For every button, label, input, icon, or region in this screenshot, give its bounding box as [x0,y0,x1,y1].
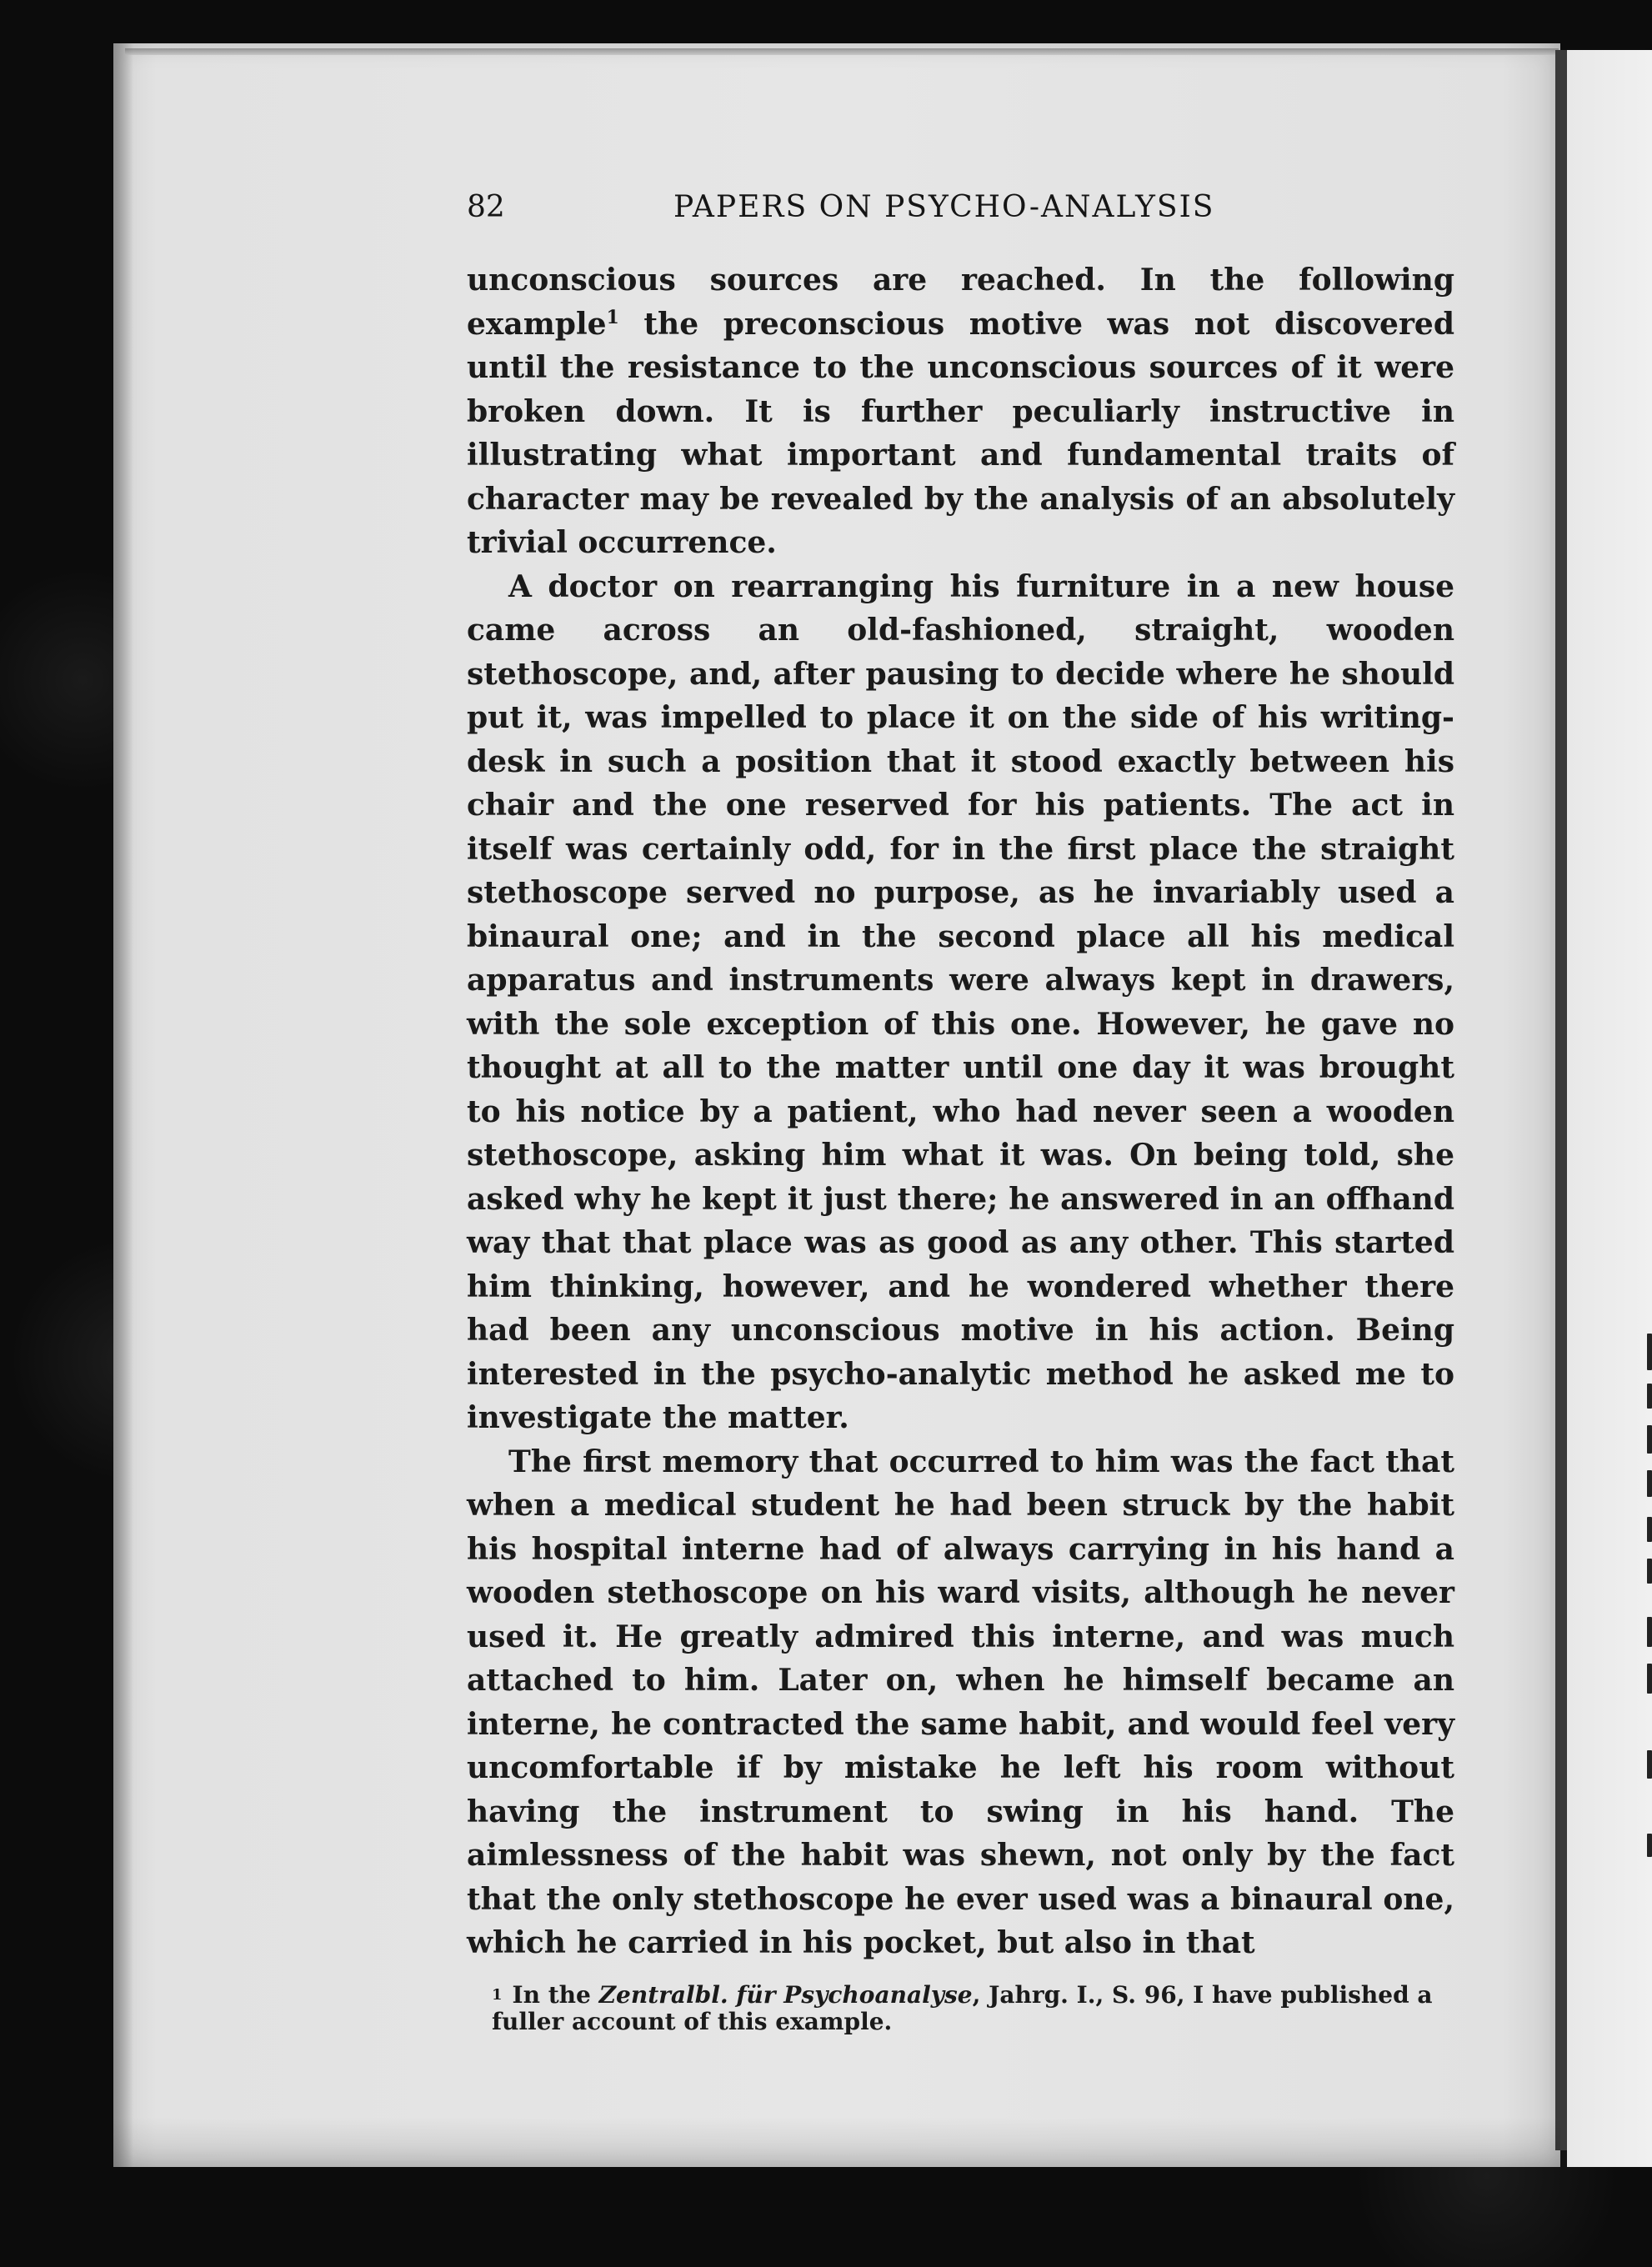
page-content [467,175,1454,2035]
paragraph: The first memory that occurred to him was the fact that when a medical student he had been struck by the habit his hospital interne had of always carrying in his hand a wooden stethoscope on his ward visits, although he never used it. He greatly admired this interne, and was much attached to him. Later on, when he himself became an interne, he contracted the same habit, and would feel very uncomfortable if by mistake he left his room without having the instrument to swing in his hand. The aimlessness of the habit was shewn, not only by the fact that the only stethoscope he ever used was a binaural one, which he carried in his pocket, but also in that [467,1444,1454,1960]
footnote-text: In the [512,1980,599,2009]
adjacent-page-glyph [1647,1750,1652,1779]
running-head [467,175,1454,233]
paragraph-text: unconscious sources are reached. In the following example [467,263,1454,342]
footnote-marker: 1 [492,1985,503,2004]
page-top-edge [125,48,1559,55]
adjacent-page-glyph [1647,1834,1652,1857]
footnote-reference: 1 [606,306,619,328]
body-text [467,258,1454,1965]
page-bottom-shadow [113,2117,1560,2167]
footnote [467,1982,1454,2035]
adjacent-page-glyph [1647,1559,1652,1584]
page-gutter-shadow [113,43,133,2167]
adjacent-page-glyph [1647,1470,1652,1497]
adjacent-page-glyph [1647,1517,1652,1542]
journal-title: Zentralbl. für Psychoanalyse [598,1980,973,2009]
paragraph [467,258,1454,565]
paragraph: A doctor on rearranging his furniture in a new house came across an old-fashioned, straight, wooden stethoscope, and, after pausing to decide where he should put it, was impelled to place it on the side of his writing-desk in such a position that it stood exactly between his chair and the one reserved for his patients. The act in itself was certainly odd, for in the first place the straight stethoscope served no purpose, as he invariably used a binaural one; and in the second place all his medical apparatus and instruments were always kept in drawers, with the sole exception of this one. However, he gave no thought at all to the matter until one day it was brought to his notice by a patient, who had never seen a wooden stethoscope, asking him what it was. On being told, she asked why he kept it just there; he answered in an offhand way that that place was as good as any other. This started him thinking, however, and he wondered whether there had been any unconscious motive in his action. Being interested in the psycho-analytic method he asked me to investigate the matter. [467,568,1454,1435]
adjacent-page-glyph [1647,1425,1652,1454]
adjacent-page-edge [1567,50,1652,2167]
page-number: 82 [467,190,505,224]
adjacent-page-glyph [1647,1617,1652,1647]
adjacent-page-glyph [1647,1334,1652,1370]
running-head-title: PAPERS ON PSYCHO-ANALYSIS [673,190,1215,224]
adjacent-page-glyph [1647,1664,1652,1694]
footnote-text: , Jahrg. I., S. 96, I have published a fuller account of this example. [492,1980,1433,2035]
paragraph-text: the preconscious motive was not discovered until the resistance to the unconscious sources of it were broken down. It is further peculiarly instructive in illustrating what important and fundamental traits of character may be revealed by the analysis of an absolutely trivial occurrence. [467,306,1454,560]
page-edge-divider [1555,50,1567,2150]
adjacent-page-glyph [1647,1384,1652,1409]
